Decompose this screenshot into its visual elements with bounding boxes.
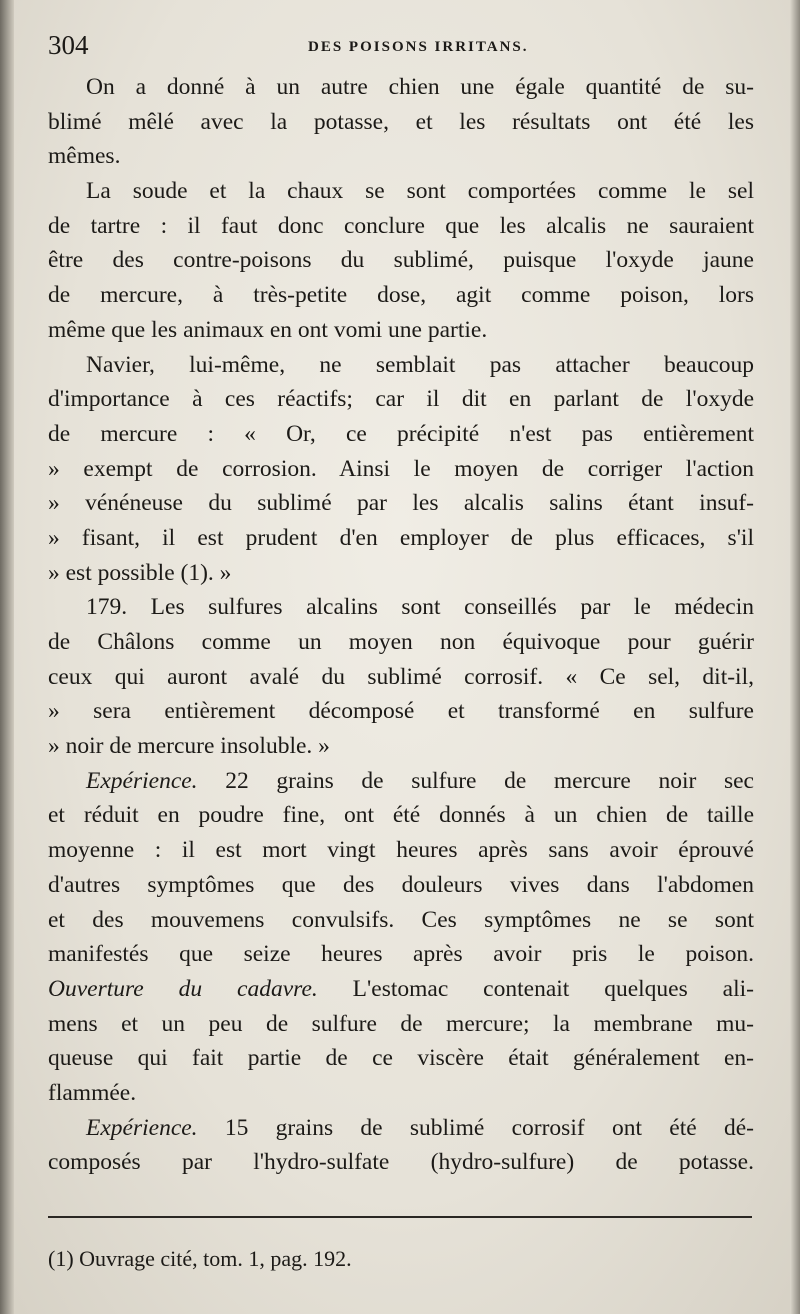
page-gutter-shadow xyxy=(0,0,14,1314)
text-line: Navier, lui-même, ne semblait pas attacher beaucoup xyxy=(86,351,754,378)
text-line: de mercure : « Or, ce précipité n'est pas entièrement xyxy=(48,420,754,447)
footnote: (1) Ouvrage cité, tom. 1, pag. 192. xyxy=(48,1246,352,1271)
page-number: 304 xyxy=(48,30,89,60)
text-line: queuse qui fait partie de ce viscère était généralement en- xyxy=(48,1045,754,1072)
text-line: même que les animaux en ont vomi une partie. xyxy=(48,316,488,343)
text-line: On a donné à un autre chien une égale quantité de su- xyxy=(86,74,754,100)
text-line xyxy=(48,972,754,1007)
text-line: » exempt de corrosion. Ainsi le moyen de corriger l'action xyxy=(48,455,754,482)
text-line: mens et un peu de sulfure de mercure; la membrane mu- xyxy=(48,1010,754,1037)
text-line: de Châlons comme un moyen non équivoque pour guérir xyxy=(48,629,754,655)
italic-heading: Expérience. xyxy=(86,767,198,794)
text-line: La soude et la chaux se sont comportées comme le sel xyxy=(86,178,754,205)
text-line: » est possible (1). » xyxy=(48,559,232,586)
text-run: 15 grains de sublimé corrosif ont été dé- xyxy=(197,1114,754,1141)
section-179-line: 179. Les sulfures alcalins sont conseillés par le médecin xyxy=(86,594,754,621)
italic-heading: Ouverture du cadavre. xyxy=(48,975,318,1002)
text-line: et réduit en poudre fine, ont été donnés à un chien de taille xyxy=(48,802,754,829)
text-line: flammée. xyxy=(48,1079,137,1106)
text-line: être des contre-poisons du sublimé, puisque l'oxyde jaune xyxy=(48,247,754,274)
text-line: » sera entièrement décomposé et transformé en sulfure xyxy=(48,698,754,725)
footnote-rule xyxy=(48,1216,752,1218)
text-line xyxy=(48,1111,754,1146)
text-line: et des mouvemens convulsifs. Ces symptômes ne se sont xyxy=(48,906,754,933)
text-line: moyenne : il est mort vingt heures après sans avoir éprouvé xyxy=(48,837,754,864)
text-run: L'estomac contenait quelques ali- xyxy=(317,975,754,1002)
text-line: d'importance à ces réactifs; car il dit en parlant de l'oxyde xyxy=(48,386,754,413)
text-line: mêmes. xyxy=(48,143,121,170)
text-line: ceux qui auront avalé du sublimé corrosif. « Ce sel, dit-il, xyxy=(48,663,754,690)
text-line xyxy=(48,764,754,799)
text-run: 22 grains de sulfure de mercure noir sec xyxy=(197,767,754,794)
text-line: manifestés que seize heures après avoir pris le poison. xyxy=(48,941,754,968)
page-edge-shadow xyxy=(790,0,800,1314)
text-line: d'autres symptômes que des douleurs vives dans l'abdomen xyxy=(48,871,754,898)
italic-heading: Expérience. xyxy=(86,1114,198,1141)
text-line: » noir de mercure insoluble. » xyxy=(48,733,330,760)
page-header xyxy=(48,30,753,66)
text-line: de mercure, à très-petite dose, agit comme poison, lors xyxy=(48,282,754,309)
text-line: » vénéneuse du sublimé par les alcalis salins étant insuf- xyxy=(48,490,754,517)
text-line: de tartre : il faut donc conclure que les alcalis ne sauraient xyxy=(48,212,754,239)
text-line: composés par l'hydro-sulfate (hydro-sulfure) de potasse. xyxy=(48,1149,754,1176)
body-text xyxy=(48,70,754,1180)
text-line: blimé mêlé avec la potasse, et les résultats ont été les xyxy=(48,108,754,135)
running-head: DES POISONS IRRITANS. xyxy=(308,39,529,55)
text-line: » fisant, il est prudent d'en employer de plus efficaces, s'il xyxy=(48,524,754,551)
